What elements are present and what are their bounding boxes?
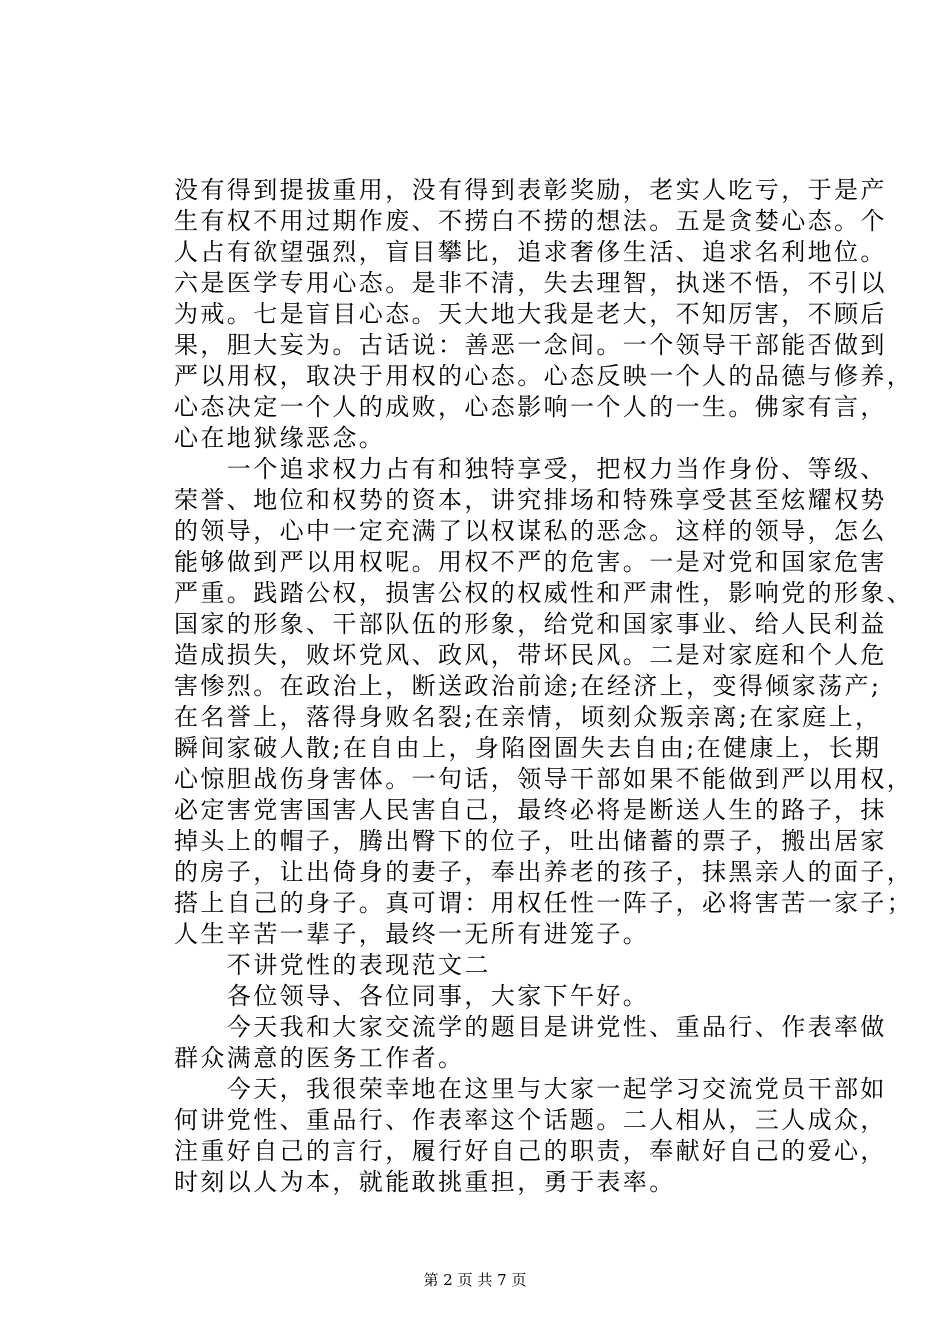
text-line: 能够做到严以用权呢。用权不严的危害。一是对党和国家危害 — [174, 548, 887, 576]
text-line: 荣誉、地位和权势的资本，讲究排场和特殊享受甚至炫耀权势 — [174, 486, 887, 514]
text-line: 心态决定一个人的成败，心态影响一个人的一生。佛家有言， — [174, 393, 887, 421]
text-line: 时刻以人为本，就能敢挑重担，勇于表率。 — [174, 1168, 676, 1196]
text-line: 今天我和大家交流学的题目是讲党性、重品行、作表率做 — [174, 1013, 887, 1041]
page-number-footer: 第 2 页 共 7 页 — [423, 1271, 527, 1289]
text-line: 心惊胆战伤身害体。一句话，领导干部如果不能做到严以用权， — [174, 765, 914, 793]
text-line: 瞬间家破人散;在自由上，身陷囹圄失去自由;在健康上，长期 — [174, 734, 882, 762]
text-line: 为戒。七是盲目心态。天大地大我是老大，不知厉害，不顾后 — [174, 300, 887, 328]
text-line: 严以用权，取决于用权的心态。心态反映一个人的品德与修养， — [174, 362, 914, 390]
text-line: 的领导，心中一定充满了以权谋私的恶念。这样的领导，怎么 — [174, 517, 887, 545]
section-heading: 不讲党性的表现范文二 — [174, 951, 491, 979]
text-line: 今天，我很荣幸地在这里与大家一起学习交流党员干部如 — [174, 1075, 887, 1103]
text-line: 造成损失，败坏党风、政风，带坏民风。二是对家庭和个人危 — [174, 641, 887, 669]
text-line: 果，胆大妄为。古话说：善恶一念间。一个领导干部能否做到 — [174, 331, 887, 359]
text-line: 注重好自己的言行，履行好自己的职责，奉献好自己的爱心， — [174, 1137, 887, 1165]
text-line: 人生辛苦一辈子，最终一无所有进笼子。 — [174, 920, 650, 948]
text-line: 必定害党害国害人民害自己，最终必将是断送人生的路子，抹 — [174, 796, 887, 824]
text-line: 心在地狱缘恶念。 — [174, 424, 386, 452]
text-line: 六是医学专用心态。是非不清，失去理智，执迷不悟，不引以 — [174, 269, 887, 297]
text-line: 生有权不用过期作废、不捞白不捞的想法。五是贪婪心态。个 — [174, 207, 887, 235]
text-line: 掉头上的帽子，腾出臀下的位子，吐出储蓄的票子，搬出居家 — [174, 827, 887, 855]
text-line: 在名誉上，落得身败名裂;在亲情，顷刻众叛亲离;在家庭上， — [174, 703, 882, 731]
text-line: 各位领导、各位同事，大家下午好。 — [174, 982, 650, 1010]
text-line: 搭上自己的身子。真可谓：用权任性一阵子，必将害苦一家子； — [174, 889, 914, 917]
text-line: 的房子，让出倚身的妻子，奉出养老的孩子，抹黑亲人的面子， — [174, 858, 914, 886]
text-line: 群众满意的医务工作者。 — [174, 1044, 465, 1072]
text-line: 国家的形象、干部队伍的形象，给党和国家事业、给人民利益 — [174, 610, 887, 638]
text-line: 害惨烈。在政治上，断送政治前途;在经济上，变得倾家荡产; — [174, 672, 882, 700]
text-line: 一个追求权力占有和独特享受，把权力当作身份、等级、 — [174, 455, 887, 483]
text-line: 没有得到提拔重用，没有得到表彰奖励，老实人吃亏，于是产 — [174, 176, 887, 204]
text-line: 何讲党性、重品行、作表率这个话题。二人相从，三人成众， — [174, 1106, 887, 1134]
text-line: 人占有欲望强烈，盲目攀比，追求奢侈生活、追求名利地位。 — [174, 238, 887, 266]
body-text — [174, 175, 914, 1198]
text-line: 严重。践踏公权，损害公权的权威性和严肃性，影响党的形象、 — [174, 579, 914, 607]
